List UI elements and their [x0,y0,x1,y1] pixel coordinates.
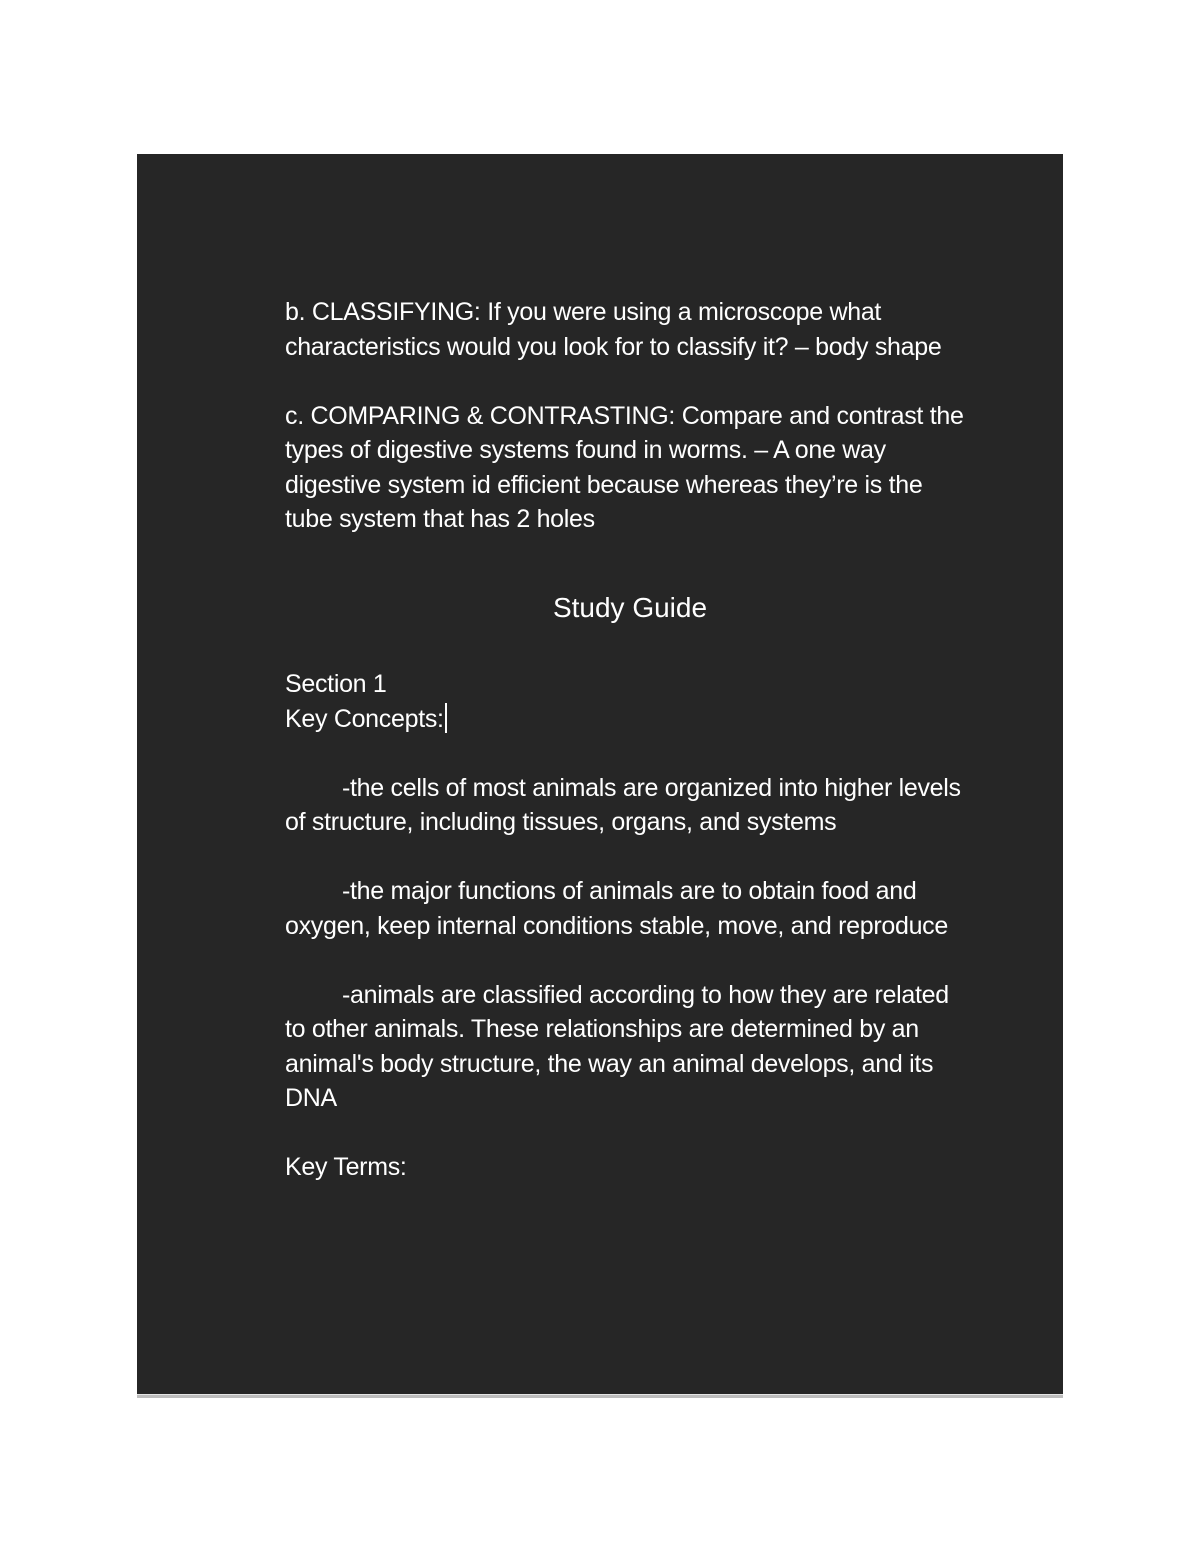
concept-item: -animals are classified according to how they are related to other animals. These relationships are determined by an animal's body structure, the way an animal develops, and its DNA [285,980,949,1112]
text-cursor [445,703,447,733]
key-concepts-label: Key Concepts: [285,704,444,733]
question-b-text: b. CLASSIFYING: If you were using a microscope what characteristics would you look for to classify it? – body shape [285,298,942,361]
key-concepts-line [285,702,975,737]
concept-item: -the major functions of animals are to obtain food and oxygen, keep internal conditions stable, move, and reproduce [285,877,948,940]
question-c-text: c. COMPARING & CONTRASTING: Compare and contrast the types of digestive systems found in worms. – A one way digestive system id efficient because whereas they’re is the tube system that has 2 holes [285,401,964,533]
concept-item: -the cells of most animals are organized into higher levels of structure, including tissues, organs, and systems [285,773,961,836]
document-body[interactable] [285,295,975,1219]
section-label: Section 1 [285,670,387,698]
page-bottom-divider [137,1394,1063,1398]
document-title: Study Guide [552,591,708,623]
key-terms-label: Key Terms: [285,1153,407,1181]
